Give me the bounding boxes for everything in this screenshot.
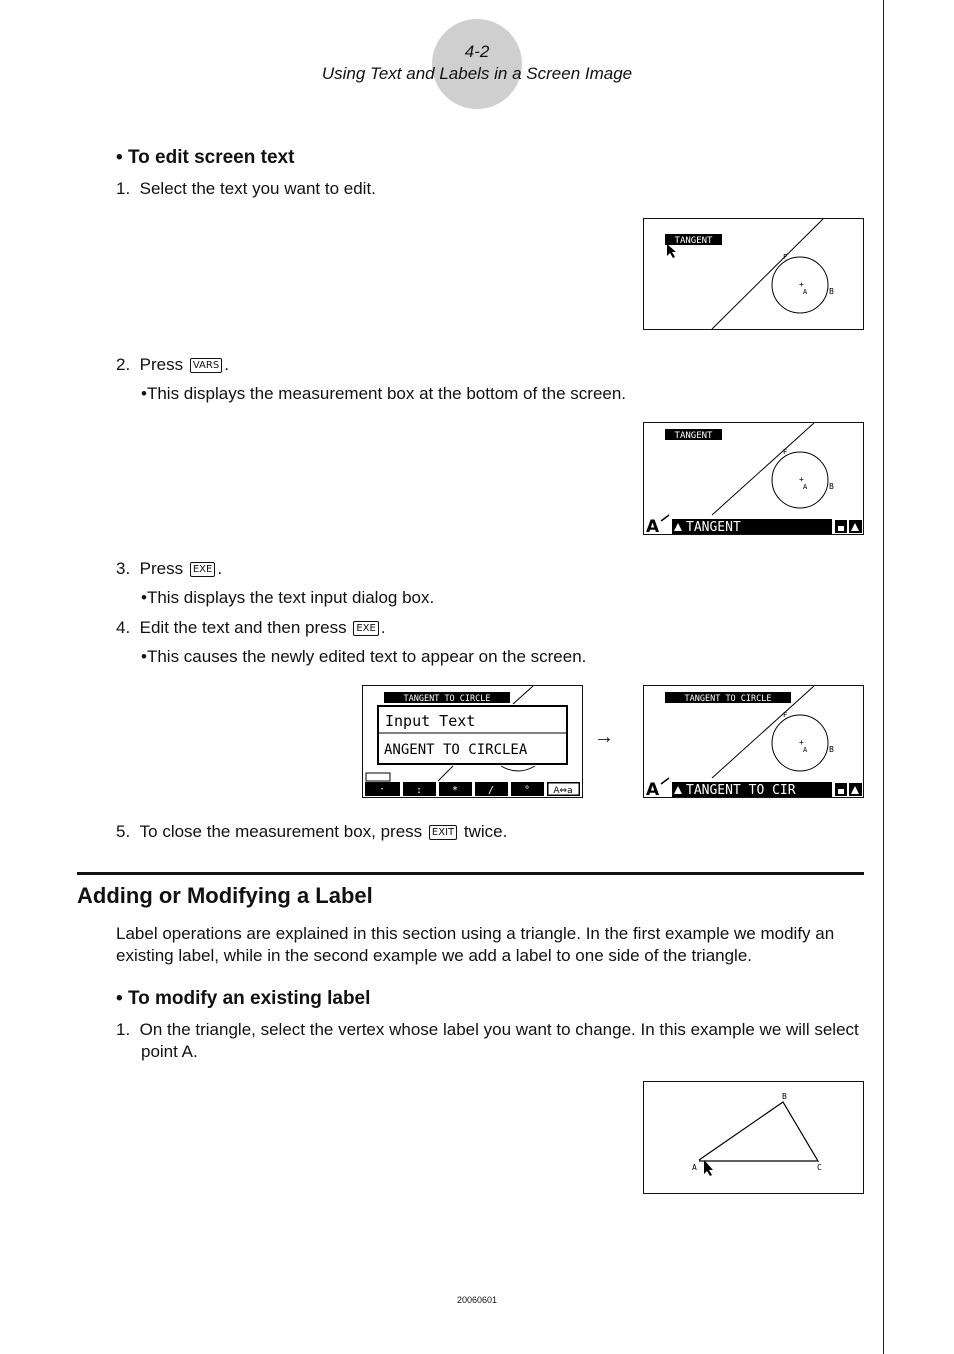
arrow-right-icon: → xyxy=(594,726,614,748)
svg-text:*: * xyxy=(451,785,459,796)
page-right-rule xyxy=(883,0,884,1354)
svg-text:F: F xyxy=(783,711,788,719)
svg-text:·: · xyxy=(378,784,386,795)
step-2: 2. Press VARS . xyxy=(116,355,229,374)
section-intro: Label operations are explained in this section using a triangle. In the first example we modify an existing label, while in the second example we add a label to one side of the triangle. xyxy=(116,924,835,965)
subheading-modify-label: • To modify an existing label xyxy=(116,988,371,1009)
section-heading: Adding or Modifying a Label xyxy=(77,883,373,908)
page-header-title: Using Text and Labels in a Screen Image xyxy=(321,64,633,83)
step-1: 1. Select the text you want to edit. xyxy=(116,179,376,198)
exe-key-icon: EXE xyxy=(190,562,216,577)
svg-text:+: + xyxy=(799,280,804,289)
svg-text:A: A xyxy=(803,288,808,296)
screenshot-triangle xyxy=(643,1081,864,1194)
step-2-bullet: •This displays the measurement box at the bottom of the screen. xyxy=(141,384,627,403)
svg-text:A⇔a: A⇔a xyxy=(553,786,573,796)
svg-text:ANGENT TO CIRCLEA: ANGENT TO CIRCLEA xyxy=(384,742,528,758)
svg-text:A: A xyxy=(692,1163,697,1172)
step-3-bullet: •This displays the text input dialog box. xyxy=(141,588,435,607)
step-4-bullet: •This causes the newly edited text to appear on the screen. xyxy=(141,647,587,666)
step-3: 3. Press EXE . xyxy=(116,559,223,578)
exe-key-icon: EXE xyxy=(353,621,379,636)
svg-text:+: + xyxy=(799,738,804,747)
subheading-edit-text: • To edit screen text xyxy=(116,147,295,168)
screenshot-measurement-box xyxy=(643,422,864,535)
screenshot-edited-text xyxy=(643,685,864,798)
svg-text:A: A xyxy=(646,517,660,534)
vars-key-icon: VARS xyxy=(190,358,222,373)
svg-text:TANGENT TO CIRCLE: TANGENT TO CIRCLE xyxy=(684,694,772,704)
step-4: 4. Edit the text and then press EXE . xyxy=(116,618,386,637)
svg-text:B: B xyxy=(829,482,834,491)
svg-text:F: F xyxy=(783,448,788,456)
step-5: 5. To close the measurement box, press EXIT twice. xyxy=(116,822,508,841)
svg-text:B: B xyxy=(829,745,834,754)
screenshot-select-text xyxy=(643,218,864,330)
svg-text:°: ° xyxy=(523,785,531,796)
svg-text:B: B xyxy=(782,1092,787,1101)
svg-text:A: A xyxy=(803,483,808,491)
svg-text:B: B xyxy=(829,287,834,296)
svg-text:TANGENT TO CIRCLE: TANGENT TO CIRCLE xyxy=(403,694,491,704)
svg-text:TANGENT TO CIR: TANGENT TO CIR xyxy=(686,783,796,797)
svg-text::: : xyxy=(415,785,423,796)
svg-text:TANGENT: TANGENT xyxy=(686,520,741,534)
step-1-modify: 1. On the triangle, select the vertex whose label you want to change. In this example we will select point A. xyxy=(116,1020,859,1061)
screenshot-text-input-dialog xyxy=(362,685,583,798)
svg-text:TANGENT: TANGENT xyxy=(674,431,713,441)
svg-text:C: C xyxy=(817,1163,822,1172)
svg-text:A: A xyxy=(646,780,660,797)
svg-text:/: / xyxy=(487,785,495,796)
svg-text:Input Text: Input Text xyxy=(385,712,476,730)
section-divider xyxy=(77,872,864,875)
page-number: 4-2 xyxy=(464,42,490,61)
svg-text:+: + xyxy=(799,475,804,484)
svg-text:F: F xyxy=(783,253,788,261)
exit-key-icon: EXIT xyxy=(429,825,457,840)
footer-code: 20060601 xyxy=(456,1295,498,1305)
svg-text:A: A xyxy=(803,746,808,754)
svg-text:TANGENT: TANGENT xyxy=(674,236,713,246)
